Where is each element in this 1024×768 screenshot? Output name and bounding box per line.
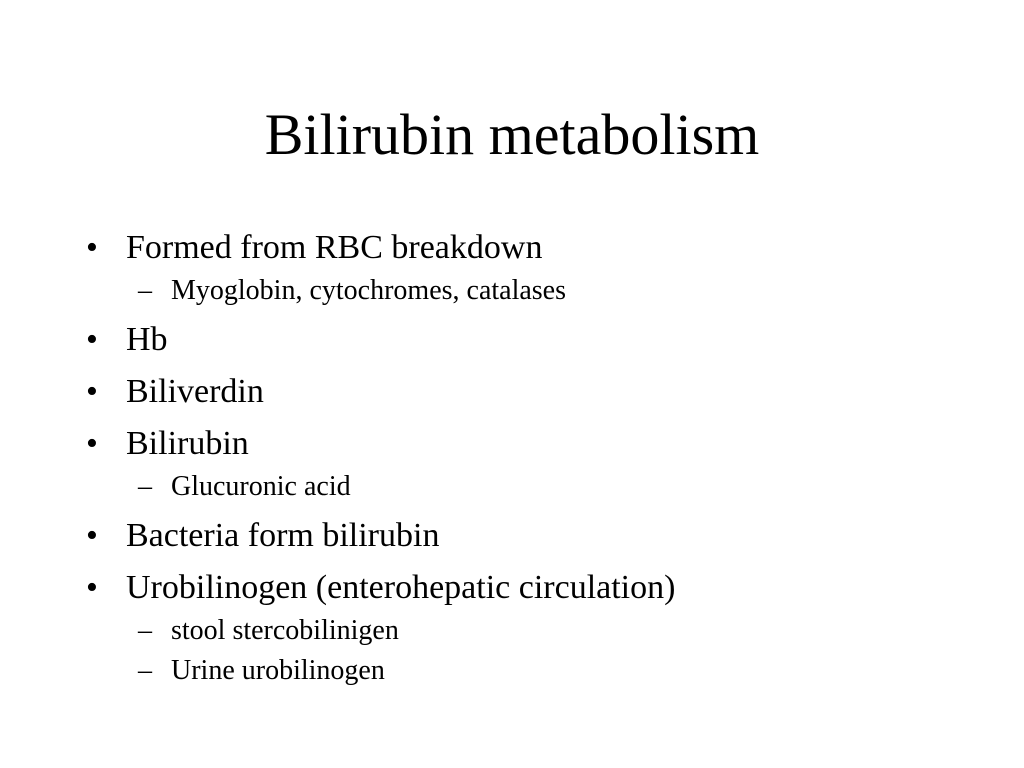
bullet-text: Urobilinogen (enterohepatic circulation) xyxy=(126,569,676,606)
bullet-item xyxy=(86,422,986,466)
sub-bullet-marker: – xyxy=(138,655,152,686)
bullet-marker: • xyxy=(86,321,98,358)
sub-bullet-marker: – xyxy=(138,615,152,646)
sub-bullet-item xyxy=(86,612,986,650)
bullet-item xyxy=(86,566,986,610)
bullet-text: Bacteria form bilirubin xyxy=(126,517,440,554)
bullet-marker: • xyxy=(86,373,98,410)
slide-title: Bilirubin metabolism xyxy=(264,102,760,167)
sub-bullet-text: Glucuronic acid xyxy=(171,471,351,502)
bullet-item xyxy=(86,318,986,362)
sub-bullet-text: stool stercobilinigen xyxy=(171,615,399,646)
bullet-text: Hb xyxy=(126,321,168,358)
bullet-marker: • xyxy=(86,425,98,462)
sub-bullet-text: Urine urobilinogen xyxy=(171,655,385,686)
bullet-text: Formed from RBC breakdown xyxy=(126,229,543,266)
sub-bullet-marker: – xyxy=(138,275,152,306)
bullet-text: Bilirubin xyxy=(126,425,249,462)
bullet-item xyxy=(86,514,986,558)
sub-bullet-item xyxy=(86,652,986,690)
sub-bullet-item xyxy=(86,468,986,506)
bullet-list xyxy=(86,226,986,690)
sub-bullet-marker: – xyxy=(138,471,152,502)
bullet-marker: • xyxy=(86,569,98,606)
sub-bullet-text: Myoglobin, cytochromes, catalases xyxy=(171,275,567,306)
bullet-text: Biliverdin xyxy=(126,373,264,410)
bullet-marker: • xyxy=(86,229,98,266)
bullet-item xyxy=(86,226,986,270)
bullet-item xyxy=(86,370,986,414)
bullet-marker: • xyxy=(86,517,98,554)
sub-bullet-item xyxy=(86,272,986,310)
